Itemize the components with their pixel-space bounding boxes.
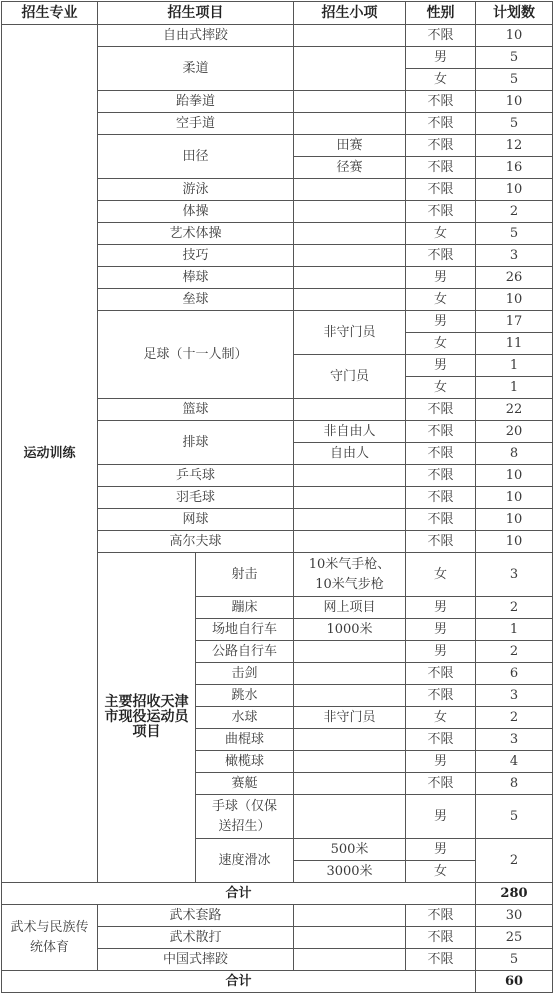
- plan-cell: 12: [476, 135, 553, 157]
- plan-cell: 2: [476, 707, 553, 729]
- sub-item-cell: [294, 399, 406, 421]
- sub-item-cell: [294, 25, 406, 47]
- plan-cell: 8: [476, 443, 553, 465]
- gender-cell: 男: [406, 267, 476, 289]
- gender-cell: 不限: [406, 465, 476, 487]
- sub-item-cell: [294, 729, 406, 751]
- project-line: 送招生）: [218, 818, 271, 834]
- plan-cell: 10: [476, 465, 553, 487]
- plan-cell: 3: [476, 553, 553, 597]
- gender-cell: 女: [406, 289, 476, 311]
- major-wushu-label: 武术与民族传统体育: [10, 919, 89, 955]
- plan-cell: 10: [476, 25, 553, 47]
- project-cell: 跆拳道: [98, 91, 294, 113]
- sub-item-line: 10米气步枪: [315, 576, 384, 592]
- project-cell: 蹦床: [196, 597, 294, 619]
- sub-item-cell: [294, 267, 406, 289]
- sub-item-cell: [294, 245, 406, 267]
- gender-cell: 男: [406, 311, 476, 333]
- header-project: 招生项目: [98, 2, 294, 25]
- sub-item-cell: [294, 47, 406, 91]
- sub-item-cell: [294, 201, 406, 223]
- gender-cell: 不限: [406, 487, 476, 509]
- header-sub-item: 招生小项: [294, 2, 406, 25]
- gender-cell: 不限: [406, 135, 476, 157]
- sub-item-cell: 径赛: [294, 157, 406, 179]
- project-cell: 垒球: [98, 289, 294, 311]
- plan-cell: 22: [476, 399, 553, 421]
- gender-cell: 不限: [406, 25, 476, 47]
- sub-item-cell: [294, 685, 406, 707]
- sub-item-cell: [294, 531, 406, 553]
- project-cell: 公路自行车: [196, 641, 294, 663]
- sub-item-cell: 田赛: [294, 135, 406, 157]
- sub-item-cell: [294, 465, 406, 487]
- gender-cell: 不限: [406, 663, 476, 685]
- sub-item-cell: 自由人: [294, 443, 406, 465]
- gender-cell: 女: [406, 861, 476, 883]
- table-total-row: [2, 971, 553, 993]
- gender-cell: 女: [406, 553, 476, 597]
- plan-cell: 3: [476, 729, 553, 751]
- gender-cell: 不限: [406, 531, 476, 553]
- gender-cell: 男: [406, 47, 476, 69]
- plan-cell: 26: [476, 267, 553, 289]
- project-cell: 场地自行车: [196, 619, 294, 641]
- sub-item-cell: 非自由人: [294, 421, 406, 443]
- sub-item-cell: 守门员: [294, 355, 406, 399]
- project-cell: 射击: [196, 553, 294, 597]
- project-line: 手球（仅保: [211, 798, 277, 814]
- gender-cell: 不限: [406, 399, 476, 421]
- sub-item-line: 10米气手枪、: [308, 556, 391, 572]
- table-row: [2, 905, 553, 927]
- project-cell: 空手道: [98, 113, 294, 135]
- gender-cell: 女: [406, 69, 476, 91]
- plan-cell: 1: [476, 619, 553, 641]
- gender-cell: 不限: [406, 773, 476, 795]
- project-cell: 武术套路: [98, 905, 294, 927]
- project-cell: 跳水: [196, 685, 294, 707]
- sub-item-cell: 非守门员: [294, 311, 406, 355]
- sub-item-cell: [294, 289, 406, 311]
- header-major: 招生专业: [2, 2, 98, 25]
- gender-cell: 女: [406, 707, 476, 729]
- plan-cell: 3: [476, 245, 553, 267]
- sub-item-cell: [294, 949, 406, 971]
- plan-cell: 2: [476, 597, 553, 619]
- sub-item-cell: 1000米: [294, 619, 406, 641]
- gender-cell: 不限: [406, 91, 476, 113]
- project-cell: 中国式摔跤: [98, 949, 294, 971]
- gender-cell: 男: [406, 795, 476, 839]
- gender-cell: 不限: [406, 905, 476, 927]
- project-cell: [196, 795, 294, 839]
- major-wushu: [2, 905, 98, 971]
- plan-cell: 4: [476, 751, 553, 773]
- plan-cell: 10: [476, 487, 553, 509]
- sub-item-cell: 500米: [294, 839, 406, 861]
- plan-cell: 10: [476, 91, 553, 113]
- sub-item-cell: [294, 553, 406, 597]
- gender-cell: 不限: [406, 509, 476, 531]
- plan-cell: 20: [476, 421, 553, 443]
- plan-cell: 3: [476, 685, 553, 707]
- project-cell: 自由式摔跤: [98, 25, 294, 47]
- project-cell: 高尔夫球: [98, 531, 294, 553]
- header-gender: 性别: [406, 2, 476, 25]
- plan-cell: 2: [476, 641, 553, 663]
- project-cell: 棒球: [98, 267, 294, 289]
- project-cell: 乒乓球: [98, 465, 294, 487]
- plan-cell: 5: [476, 69, 553, 91]
- project-cell: 技巧: [98, 245, 294, 267]
- gender-cell: 不限: [406, 927, 476, 949]
- project-cell: 田径: [98, 135, 294, 179]
- sub-item-cell: 非守门员: [294, 707, 406, 729]
- project-cell: 网球: [98, 509, 294, 531]
- project-cell: 速度滑冰: [196, 839, 294, 883]
- gender-cell: 不限: [406, 443, 476, 465]
- total-value: 60: [476, 971, 553, 993]
- plan-cell: 5: [476, 113, 553, 135]
- gender-cell: 女: [406, 223, 476, 245]
- sub-item-cell: [294, 223, 406, 245]
- gender-cell: 不限: [406, 421, 476, 443]
- tianjin-athletes-group: 主要招收天津市现役运动员项目: [98, 553, 196, 883]
- plan-cell: 1: [476, 377, 553, 399]
- sub-item-cell: [294, 641, 406, 663]
- project-cell: 水球: [196, 707, 294, 729]
- project-cell: 排球: [98, 421, 294, 465]
- gender-cell: 女: [406, 333, 476, 355]
- plan-cell: 6: [476, 663, 553, 685]
- table-header-row: [2, 2, 553, 25]
- gender-cell: 女: [406, 377, 476, 399]
- plan-cell: 2: [476, 839, 553, 883]
- gender-cell: 男: [406, 619, 476, 641]
- project-cell: 橄榄球: [196, 751, 294, 773]
- total-value: 280: [476, 883, 553, 905]
- project-cell: 击剑: [196, 663, 294, 685]
- sub-item-cell: [294, 113, 406, 135]
- gender-cell: 男: [406, 751, 476, 773]
- sub-item-cell: 3000米: [294, 861, 406, 883]
- plan-cell: 1: [476, 355, 553, 377]
- plan-cell: 30: [476, 905, 553, 927]
- project-cell: 武术散打: [98, 927, 294, 949]
- plan-cell: 16: [476, 157, 553, 179]
- plan-cell: 11: [476, 333, 553, 355]
- table-total-row: [2, 883, 553, 905]
- gender-cell: 不限: [406, 949, 476, 971]
- plan-cell: 2: [476, 201, 553, 223]
- project-cell: 曲棍球: [196, 729, 294, 751]
- project-cell: 柔道: [98, 47, 294, 91]
- gender-cell: 不限: [406, 179, 476, 201]
- plan-cell: 25: [476, 927, 553, 949]
- plan-cell: 10: [476, 179, 553, 201]
- sub-item-cell: [294, 795, 406, 839]
- gender-cell: 不限: [406, 113, 476, 135]
- sub-item-cell: [294, 663, 406, 685]
- plan-cell: 5: [476, 47, 553, 69]
- plan-cell: 5: [476, 949, 553, 971]
- sub-item-cell: [294, 751, 406, 773]
- total-label: 合计: [2, 883, 476, 905]
- sub-item-cell: [294, 509, 406, 531]
- project-cell: 体操: [98, 201, 294, 223]
- table-row: [2, 25, 553, 47]
- sub-item-cell: 网上项目: [294, 597, 406, 619]
- major-training: 运动训练: [2, 25, 98, 883]
- project-cell: 赛艇: [196, 773, 294, 795]
- project-cell: 篮球: [98, 399, 294, 421]
- gender-cell: 不限: [406, 157, 476, 179]
- plan-cell: 5: [476, 223, 553, 245]
- plan-cell: 10: [476, 531, 553, 553]
- gender-cell: 男: [406, 355, 476, 377]
- gender-cell: 不限: [406, 729, 476, 751]
- plan-cell: 5: [476, 795, 553, 839]
- plan-cell: 10: [476, 509, 553, 531]
- plan-cell: 17: [476, 311, 553, 333]
- project-cell: 足球（十一人制）: [98, 311, 294, 399]
- sub-item-cell: [294, 927, 406, 949]
- project-cell: 游泳: [98, 179, 294, 201]
- gender-cell: 男: [406, 597, 476, 619]
- project-cell: 羽毛球: [98, 487, 294, 509]
- plan-cell: 8: [476, 773, 553, 795]
- enrollment-plan-table: [1, 1, 553, 993]
- gender-cell: 不限: [406, 201, 476, 223]
- sub-item-cell: [294, 487, 406, 509]
- sub-item-cell: [294, 773, 406, 795]
- sub-item-cell: [294, 905, 406, 927]
- sub-item-cell: [294, 91, 406, 113]
- gender-cell: 男: [406, 839, 476, 861]
- plan-cell: 10: [476, 289, 553, 311]
- sub-item-cell: [294, 179, 406, 201]
- header-plan: 计划数: [476, 2, 553, 25]
- gender-cell: 不限: [406, 245, 476, 267]
- project-cell: 艺术体操: [98, 223, 294, 245]
- gender-cell: 男: [406, 641, 476, 663]
- gender-cell: 不限: [406, 685, 476, 707]
- total-label: 合计: [2, 971, 476, 993]
